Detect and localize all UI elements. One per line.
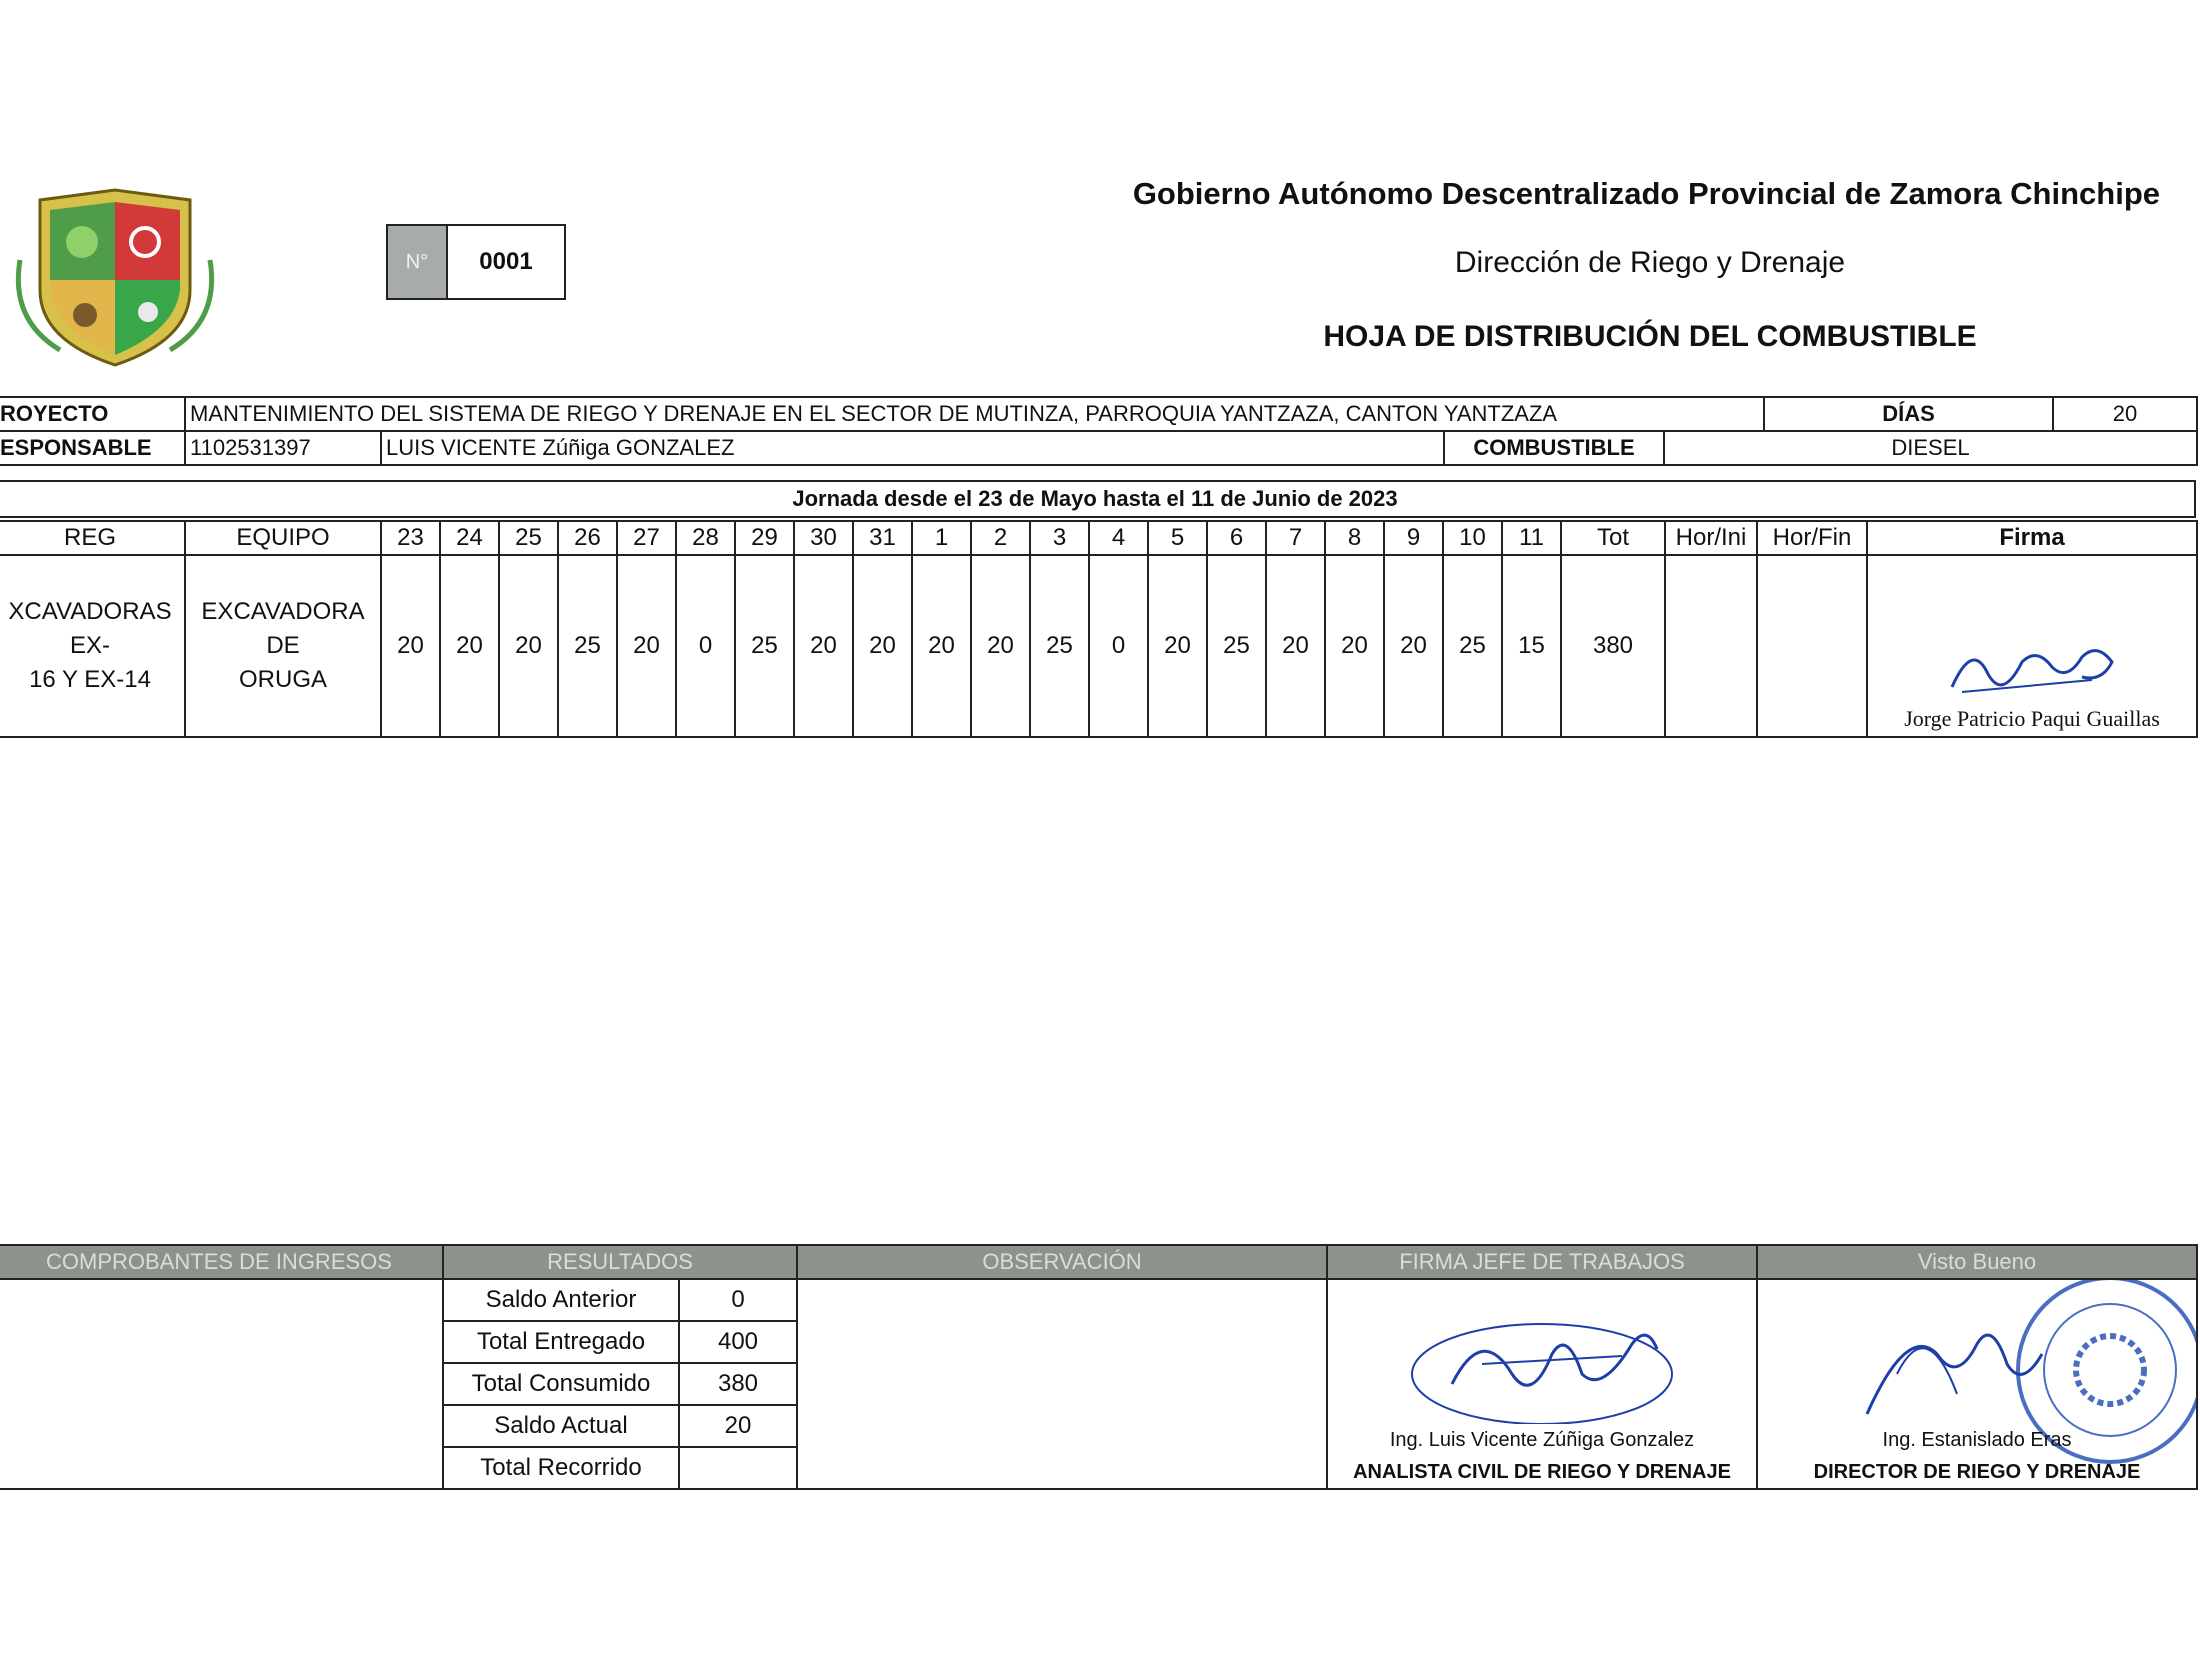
hor-ini-value [1665,555,1757,737]
day-value: 25 [558,555,617,737]
combustible-label: COMBUSTIBLE [1444,431,1664,465]
number-value: 0001 [479,248,533,275]
day-header: 11 [1502,521,1561,555]
equipo-header: EQUIPO [185,521,381,555]
organization-name: Gobierno Autónomo Descentralizado Provincial de Zamora Chinchipe [1132,176,2160,211]
firma-name: Jorge Patricio Paqui Guaillas [1904,706,2160,731]
responsable-id: 1102531397 [185,431,381,465]
result-label: Total Recorrido [443,1447,679,1489]
day-header: 24 [440,521,499,555]
day-header: 27 [617,521,676,555]
firma-jefe-header: FIRMA JEFE DE TRABAJOS [1327,1245,1757,1279]
day-value: 20 [1148,555,1207,737]
proyecto-value: MANTENIMIENTO DEL SISTEMA DE RIEGO Y DRENAJE EN EL SECTOR DE MUTINZA, PARROQUIA YANTZAZA, CANTON YANTZAZA [185,397,1764,431]
hor-ini-header: Hor/Ini [1665,521,1757,555]
day-value: 25 [1030,555,1089,737]
day-header: 30 [794,521,853,555]
day-value: 20 [499,555,558,737]
day-header: 26 [558,521,617,555]
day-header: 3 [1030,521,1089,555]
result-value: 0 [679,1279,797,1321]
reg-line: 16 Y EX-14 [29,666,151,693]
jefe-role: ANALISTA CIVIL DE RIEGO Y DRENAJE [1353,1461,1731,1483]
hor-fin-header: Hor/Fin [1757,521,1867,555]
jefe-name: Ing. Luis Vicente Zúñiga Gonzalez [1389,1429,1695,1451]
tot-value: 380 [1561,555,1665,737]
day-header: 28 [676,521,735,555]
day-value: 20 [794,555,853,737]
day-value: 20 [1384,555,1443,737]
day-value: 0 [676,555,735,737]
comprobantes-header: COMPROBANTES DE INGRESOS [0,1245,443,1279]
reg-cell [0,555,185,737]
firma-jefe-cell [1327,1279,1757,1489]
day-value: 25 [735,555,794,737]
dias-value: 20 [2053,397,2197,431]
day-value: 20 [1266,555,1325,737]
comprobantes-cell [0,1279,443,1489]
handwritten-signature [1827,1304,2127,1424]
reg-line: XCAVADORAS EX- [8,598,172,659]
dias-label: DÍAS [1764,397,2053,431]
day-header: 2 [971,521,1030,555]
resultados-header: RESULTADOS [443,1245,797,1279]
result-label: Saldo Anterior [443,1279,679,1321]
handwritten-signature [1942,632,2122,702]
observacion-cell [797,1279,1327,1489]
day-header: 7 [1266,521,1325,555]
day-value: 20 [912,555,971,737]
director-name: Ing. Estanislado Eras [1882,1429,2072,1451]
day-value: 25 [1443,555,1502,737]
hor-fin-value [1757,555,1867,737]
jornada-text: Jornada desde el 23 de Mayo hasta el 11 de Junio de 2023 [0,481,2195,517]
day-header: 8 [1325,521,1384,555]
day-value: 15 [1502,555,1561,737]
equipo-line: ORUGA [238,666,327,693]
firma-cell [1867,555,2197,737]
day-header: 5 [1148,521,1207,555]
day-value: 20 [440,555,499,737]
result-value: 20 [679,1405,797,1447]
director-role: DIRECTOR DE RIEGO Y DRENAJE [1813,1461,2141,1483]
result-label: Total Entregado [443,1321,679,1363]
handwritten-signature [1392,1304,1692,1424]
result-value [679,1447,797,1489]
day-value: 0 [1089,555,1148,737]
day-header: 31 [853,521,912,555]
day-header: 25 [499,521,558,555]
result-label: Total Consumido [443,1363,679,1405]
day-value: 20 [853,555,912,737]
reg-header: REG [0,521,185,555]
document-number-box [386,224,566,300]
number-label: N° [388,226,448,298]
visto-bueno-cell [1757,1279,2197,1489]
fuel-distribution-table [0,520,2198,738]
jornada-table [0,480,2196,518]
result-value: 380 [679,1363,797,1405]
provincial-coat-of-arms-logo [0,180,230,370]
firma-header: Firma [1867,521,2197,555]
summary-table [0,1244,2198,1490]
equipo-line: EXCAVADORA DE [201,598,365,659]
observacion-header: OBSERVACIÓN [797,1245,1327,1279]
combustible-value: DIESEL [1664,431,2197,465]
document-title: HOJA DE DISTRIBUCIÓN DEL COMBUSTIBLE [1323,320,1977,353]
tot-header: Tot [1561,521,1665,555]
proyecto-label: ROYECTO [0,397,185,431]
day-value: 20 [1325,555,1384,737]
day-header: 6 [1207,521,1266,555]
day-header: 9 [1384,521,1443,555]
day-value: 20 [381,555,440,737]
day-header: 4 [1089,521,1148,555]
equipo-cell [185,555,381,737]
day-header: 10 [1443,521,1502,555]
department-name: Dirección de Riego y Drenaje [1454,246,1846,279]
responsable-name: LUIS VICENTE Zúñiga GONZALEZ [381,431,1444,465]
result-label: Saldo Actual [443,1405,679,1447]
day-header: 1 [912,521,971,555]
day-value: 25 [1207,555,1266,737]
result-value: 400 [679,1321,797,1363]
responsable-label: ESPONSABLE [0,431,185,465]
day-header: 23 [381,521,440,555]
day-value: 20 [971,555,1030,737]
table-row [0,555,2197,737]
visto-bueno-header: Visto Bueno [1757,1245,2197,1279]
project-info-table [0,396,2198,466]
day-value: 20 [617,555,676,737]
day-header: 29 [735,521,794,555]
